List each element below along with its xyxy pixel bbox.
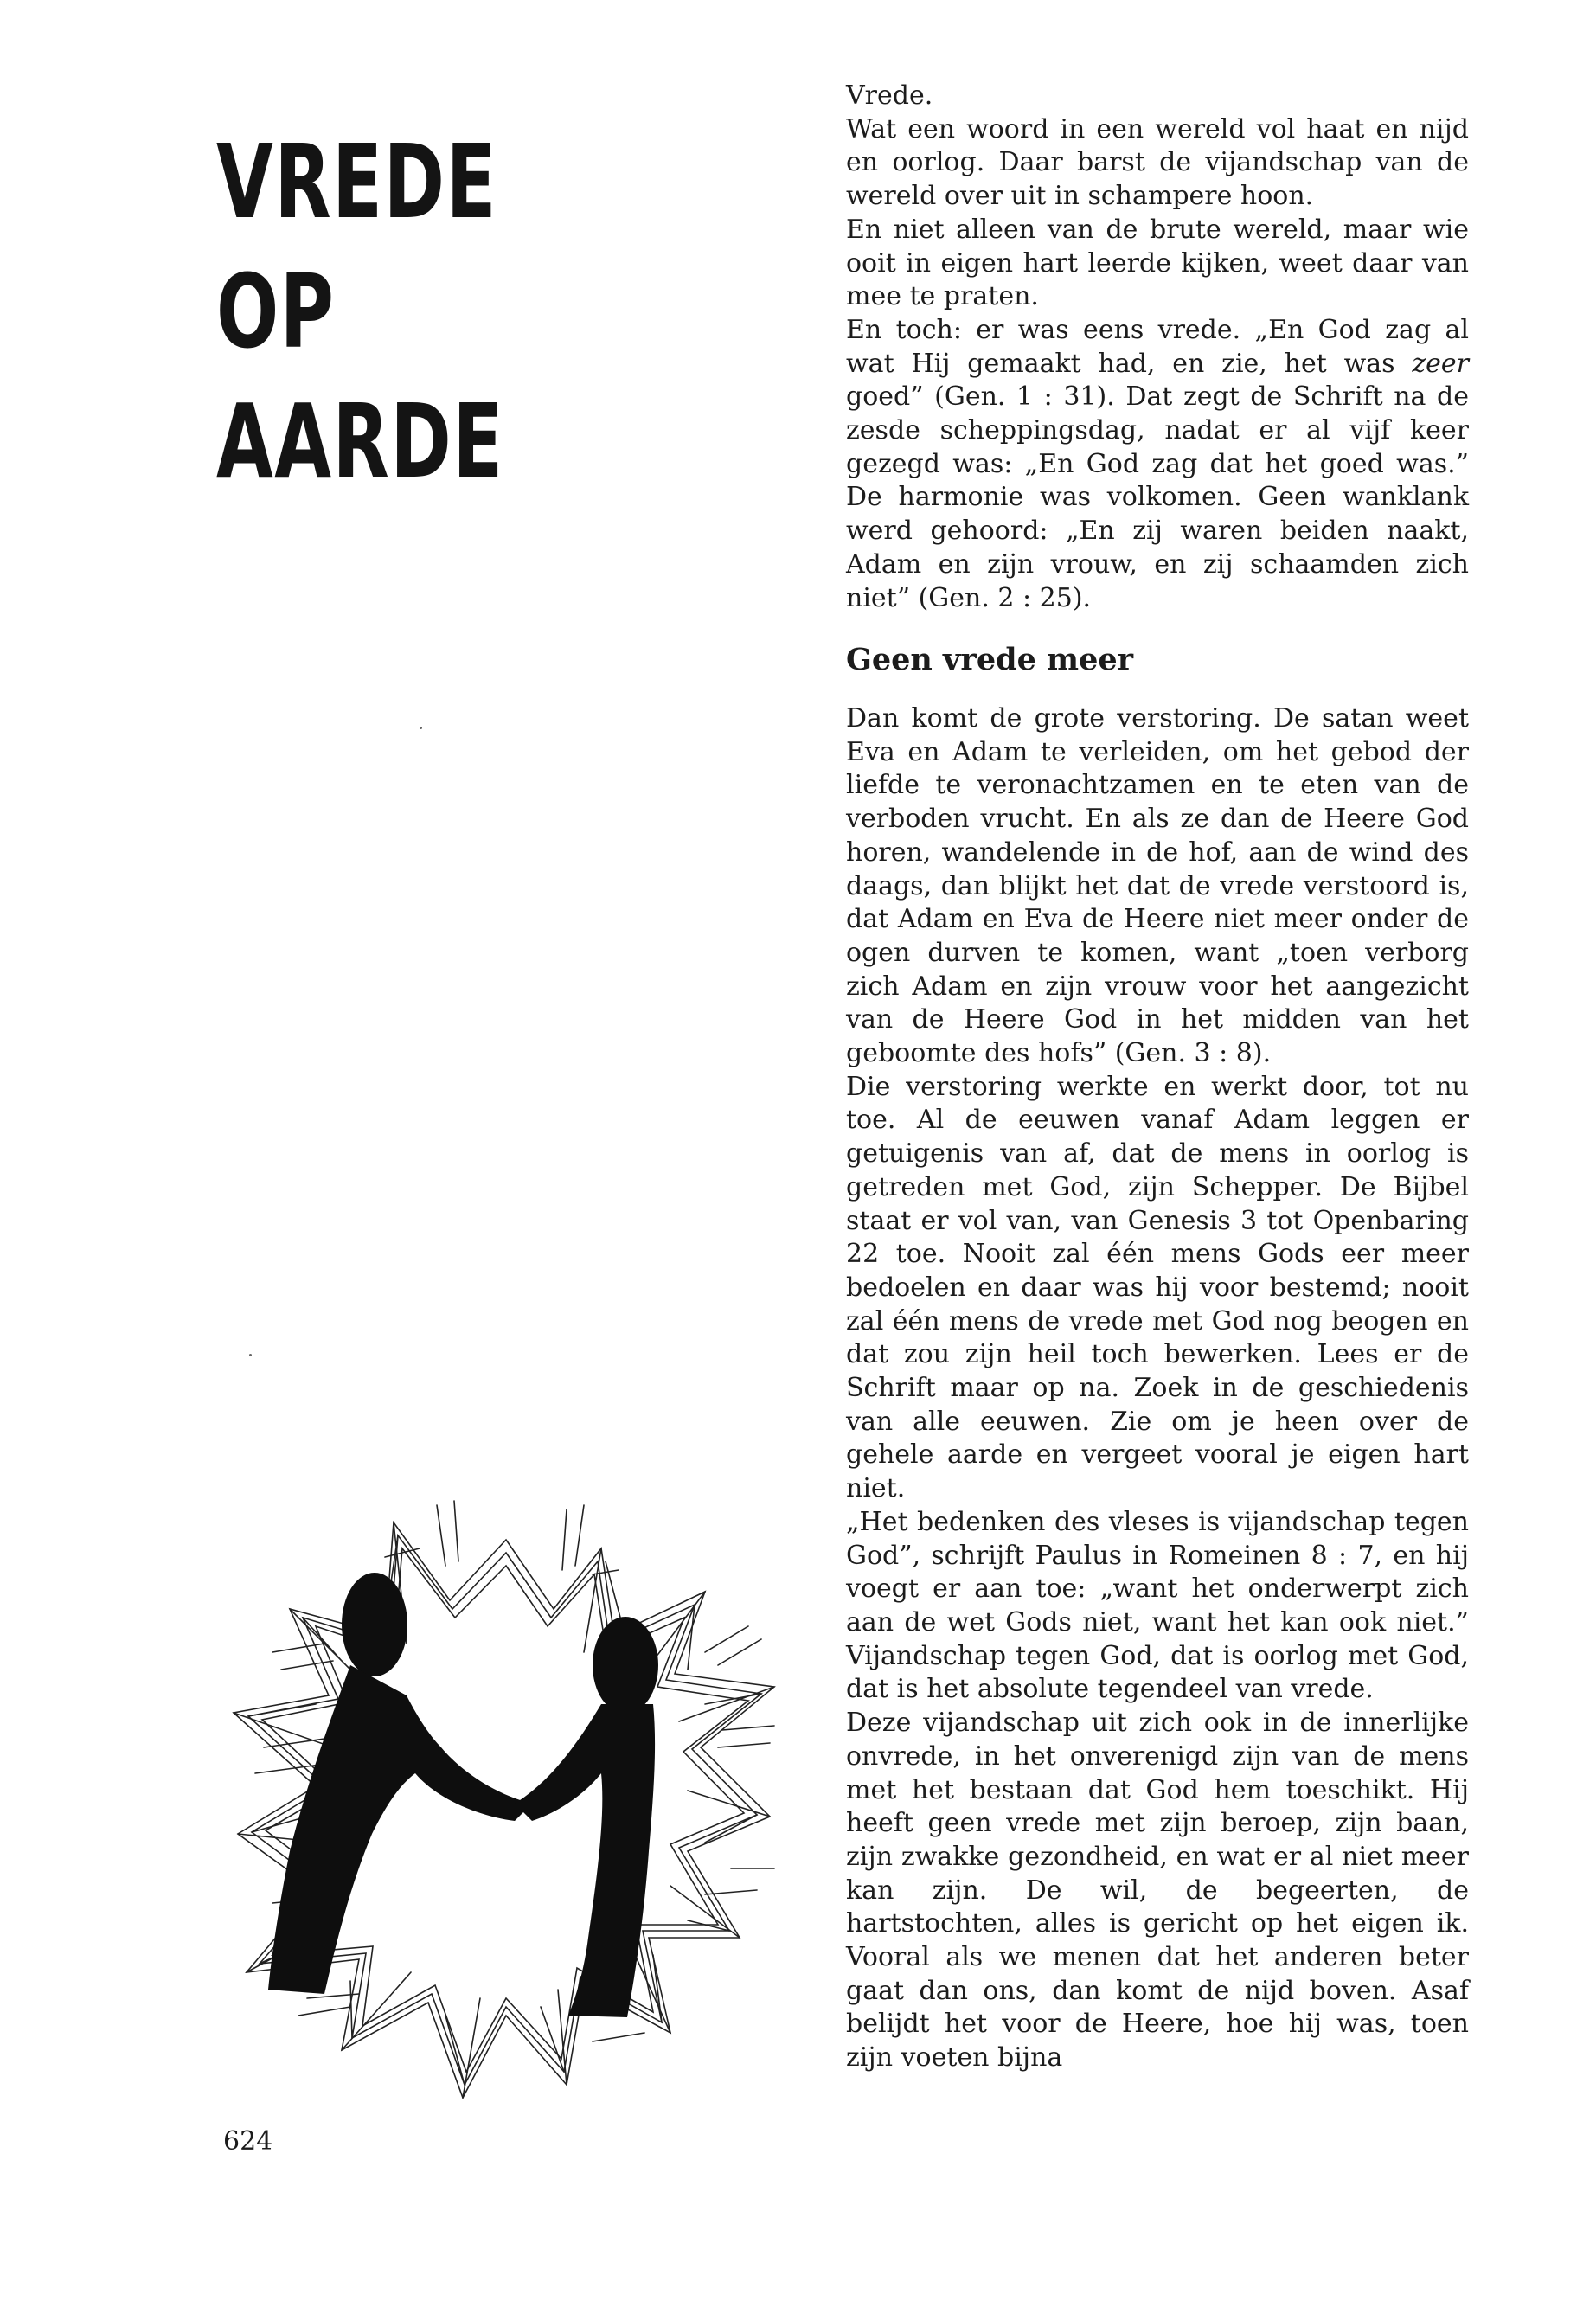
intro-text: goed” (Gen. 1 : 31). Dat zegt de Schrift na de zesde scheppingsdag, nadat er al vijf keer gezegd was: „En God zag dat het goed was.” De harmonie was volkomen. Geen wanklank werd gehoord: „En zij waren beiden naakt, Adam en zijn vrouw, en zij schaamden zich niet” (Gen. 2 : 25). xyxy=(846,381,1469,613)
print-speck xyxy=(249,1354,252,1356)
body-column xyxy=(846,702,1469,2075)
right-figure-body xyxy=(515,1704,655,2017)
intro-paragraph: En niet alleen van de brute wereld, maar wie ooit in eigen hart leerde kijken, weet daar van mee te praten. xyxy=(846,214,1469,312)
print-speck xyxy=(420,727,422,729)
page-number: 624 xyxy=(223,2126,273,2157)
title-line-2: OP xyxy=(216,252,336,371)
title-line-3: AARDE xyxy=(216,381,504,501)
handshake-figures xyxy=(268,1573,658,2017)
handshake-illustration xyxy=(221,1488,792,2111)
intro-text: En toch: er was eens vrede. „En God zag al wat Hij gemaakt had, en zie, het was xyxy=(846,314,1469,379)
title-line-1: VREDE xyxy=(216,122,497,241)
left-figure-head xyxy=(342,1573,407,1676)
body-paragraph: Dan komt de grote verstoring. De satan weet Eva en Adam te verleiden, om het gebod der liefde te veronachtzamen en te eten van de verboden vrucht. En als ze dan de Heere God horen, wandelende in de hof, aan de wind des daags, dan blijkt het dat de vrede verstoord is, dat Adam en Eva de Heere niet meer onder de ogen durven te komen, want „toen verborg zich Adam en zijn vrouw voor het aangezicht van de Heere God in het midden van het geboomte des hofs” (Gen. 3 : 8). xyxy=(846,703,1469,1069)
emphasis-text: zeer xyxy=(1412,348,1469,379)
body-paragraph: Die verstoring werkte en werkt door, tot nu toe. Al de eeuwen vanaf Adam leggen er getuigenis van af, dat de mens in oorlog is getreden met God, zijn Schepper. De Bijbel staat er vol van, van Genesis 3 tot Openbaring 22 toe. Nooit zal één mens Gods eer meer bedoelen en daar was hij voor bestemd; nooit zal één mens de vrede met God nog beogen en dat zou zijn heil toch bewerken. Lees er de Schrift maar op na. Zoek in de geschiedenis van alle eeuwen. Zie om je heen over de gehele aarde en vergeet vooral je eigen hart niet. xyxy=(846,1071,1469,1504)
right-figure-head xyxy=(593,1617,658,1714)
left-figure-body xyxy=(268,1665,532,1994)
intro-paragraph xyxy=(846,314,1469,615)
body-paragraph: Deze vijandschap uit zich ook in de innerlijke onvrede, in het onverenigd zijn van de mens met het bestaan dat God hem toeschikt. Hij heeft geen vrede met zijn beroep, zijn baan, zijn zwakke gezondheid, en wat er al niet meer kan zijn. De wil, de begeerten, de hartstochten, alles is gericht op het eigen ik. Vooral als we menen dat het anderen beter gaat dan ons, dan komt de nijd boven. Asaf belijdt het voor de Heere, hoe hij was, toen zijn voeten bijna xyxy=(846,1708,1469,2073)
intro-paragraph: Vrede. xyxy=(846,80,933,111)
intro-paragraph: Wat een woord in een wereld vol haat en nijd en oorlog. Daar barst de vijandschap van de wereld over uit in schampere hoon. xyxy=(846,113,1469,212)
section-heading: Geen vrede meer xyxy=(846,642,1134,677)
body-paragraph: „Het bedenken des vleses is vijandschap tegen God”, schrijft Paulus in Romeinen 8 : 7, en hij voegt er aan toe: „want het onderwerpt zich aan de wet Gods niet, want het kan ook niet.” Vijandschap tegen God, dat is oorlog met God, dat is het absolute tegendeel van vrede. xyxy=(846,1506,1469,1705)
intro-column xyxy=(846,80,1469,615)
article-title xyxy=(216,117,504,506)
